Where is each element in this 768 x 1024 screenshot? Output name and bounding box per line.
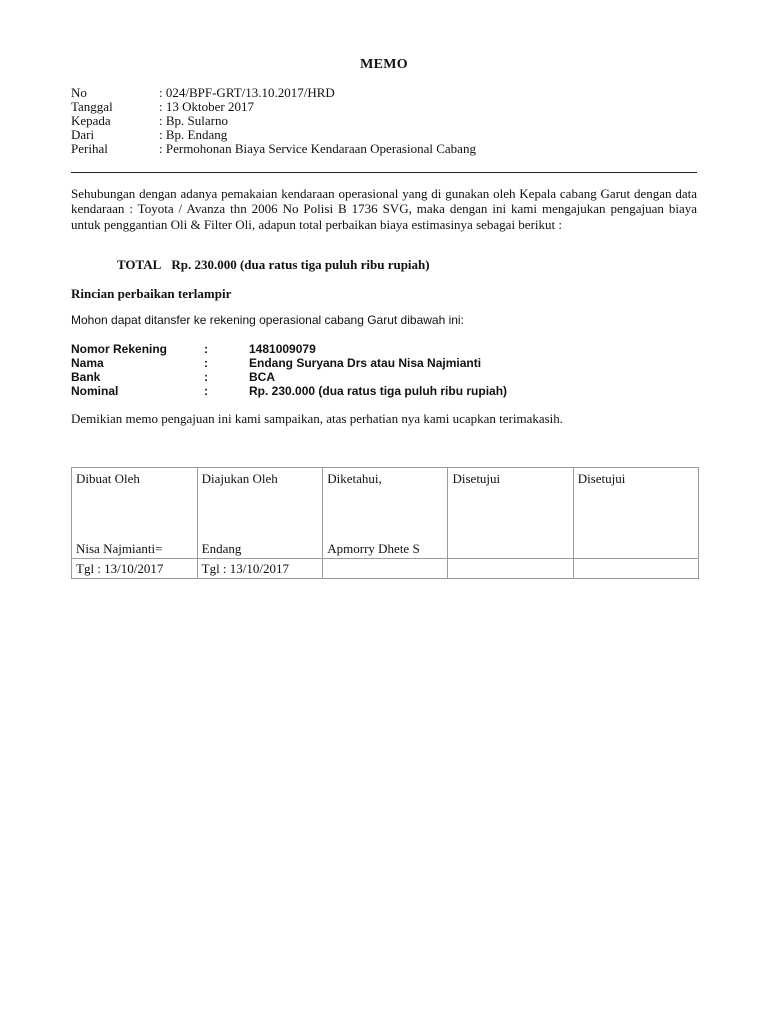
bank-value: Endang Suryana Drs atau Nisa Najmianti <box>249 356 482 370</box>
total-value: Rp. 230.000 (dua ratus tiga puluh ribu rupiah) <box>171 257 430 272</box>
memo-body-paragraph: Sehubungan dengan adanya pemakaian kendaraan operasional yang di gunakan oleh Kepala cabang Garut dengan data kendaraan : Toyota / Avanza thn 2006 No Polisi B 1736 SVG, maka dengan ini kami mengajukan pengajuan biaya untuk penggantian Oli & Filter Oli, adapun total perbaikan biaya estimasinya sebagai berikut : <box>71 186 697 232</box>
meta-value: : 024/BPF-GRT/13.10.2017/HRD <box>159 85 335 100</box>
bank-label: Nominal <box>71 384 119 398</box>
meta-row-no <box>71 86 476 100</box>
signature-date <box>323 559 448 579</box>
bank-row-nominal <box>71 384 507 398</box>
total-label: TOTAL <box>117 257 162 272</box>
signature-table <box>71 467 699 579</box>
meta-label: No <box>71 85 87 100</box>
closing-sentence: Demikian memo pengajuan ini kami sampaikan, atas perhatian nya kami ucapkan terimakasih. <box>71 411 564 426</box>
bank-label: Nomor Rekening <box>71 342 168 356</box>
meta-value: : 13 Oktober 2017 <box>159 99 254 114</box>
signature-name: Nisa Najmianti= <box>76 541 163 556</box>
signature-role: Diajukan Oleh <box>201 471 278 486</box>
bank-separator: : <box>204 356 208 370</box>
signature-date <box>448 559 573 579</box>
bank-label: Bank <box>71 370 101 384</box>
meta-row-dari <box>71 128 476 142</box>
meta-label: Dari <box>71 127 95 142</box>
bank-row-account-number <box>71 342 507 356</box>
signature-role: Disetujui <box>577 471 626 486</box>
bank-value: Rp. 230.000 (dua ratus tiga puluh ribu rupiah) <box>249 384 508 398</box>
meta-row-perihal <box>71 142 476 156</box>
rincian-heading: Rincian perbaikan terlampir <box>71 286 232 301</box>
bank-value: 1481009079 <box>249 342 316 356</box>
signature-role: Dibuat Oleh <box>76 471 140 486</box>
signature-cell <box>197 468 323 559</box>
signature-cell <box>448 468 573 559</box>
signature-date: Tgl : 13/10/2017 <box>197 559 323 579</box>
bank-separator: : <box>204 342 208 356</box>
memo-header-fields <box>71 86 476 156</box>
transfer-request-text: Mohon dapat ditansfer ke rekening operasional cabang Garut dibawah ini: <box>71 313 464 327</box>
signature-date-row <box>72 559 699 579</box>
bank-details <box>71 342 507 398</box>
bank-row-name <box>71 356 507 370</box>
signature-role: Disetujui <box>452 471 501 486</box>
signature-name: Apmorry Dhete S <box>327 541 420 556</box>
total-line <box>117 257 430 273</box>
meta-value: : Bp. Endang <box>159 127 228 142</box>
signature-role: Diketahui, <box>327 471 382 486</box>
bank-separator: : <box>204 370 208 384</box>
meta-value: : Bp. Sularno <box>159 113 228 128</box>
meta-row-kepada <box>71 114 476 128</box>
memo-title: MEMO <box>360 57 408 72</box>
signature-name: Endang <box>201 541 242 556</box>
signature-cell <box>323 468 448 559</box>
header-divider <box>71 172 697 173</box>
signature-cell <box>573 468 698 559</box>
bank-value: BCA <box>249 370 275 384</box>
meta-label: Kepada <box>71 113 111 128</box>
signature-cell <box>72 468 198 559</box>
signature-date <box>573 559 698 579</box>
bank-separator: : <box>204 384 208 398</box>
bank-row-bank <box>71 370 507 384</box>
meta-row-tanggal <box>71 100 476 114</box>
signature-date: Tgl : 13/10/2017 <box>72 559 198 579</box>
signature-row <box>72 468 699 559</box>
meta-label: Tanggal <box>71 99 113 114</box>
meta-label: Perihal <box>71 141 108 156</box>
meta-value: : Permohonan Biaya Service Kendaraan Operasional Cabang <box>159 141 476 156</box>
bank-label: Nama <box>71 356 104 370</box>
